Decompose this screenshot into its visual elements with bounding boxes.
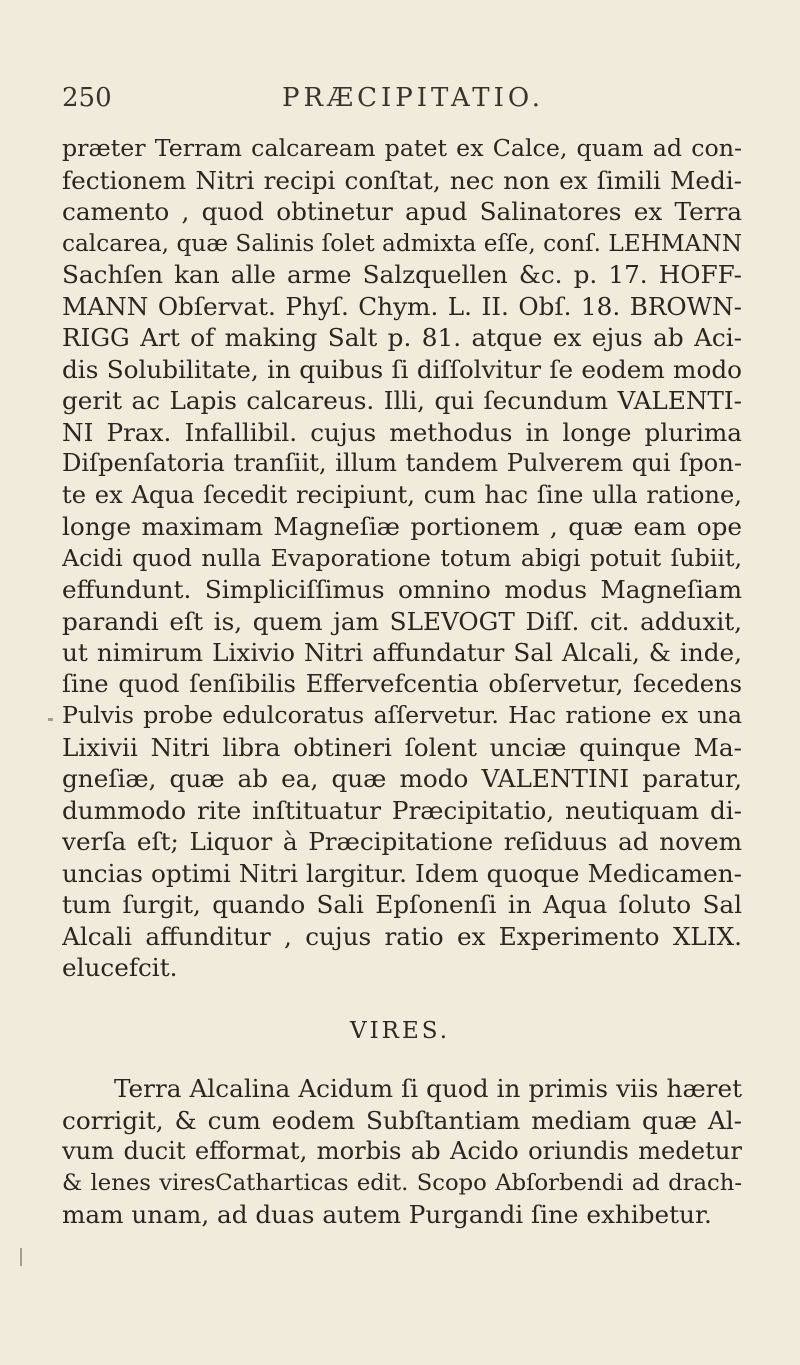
text-line: verſa eſt; Liquor à Præcipitatione reſiduus ad novem (62, 827, 742, 856)
text-line: calcarea, quæ Salinis ſolet admixta eſſe, conſ. LEHMANN (62, 229, 742, 257)
text-line: Sachſen kan alle arme Salzquellen &c. p. 17. HOFF- (62, 260, 742, 289)
running-title: PRÆCIPITATIO. (282, 83, 544, 113)
text-line: ut nimirum Lixivio Nitri affundatur Sal Alcali, & inde, (62, 638, 742, 667)
text-line: te ex Aqua ſecedit recipiunt, cum hac ſine ulla ratione, (62, 480, 742, 509)
text-line: camento , quod obtinetur apud Salinatores ex Terra (62, 197, 742, 226)
margin-mark (20, 1248, 22, 1266)
text-line: & lenes viresCatharticas edit. Scopo Abſorbendi ad drach- (62, 1169, 742, 1196)
text-line: tum ſurgit, quando Sali Epſonenſi in Aqua ſoluto Sal (62, 890, 742, 919)
text-line: NI Prax. Infallibil. cujus methodus in longe plurima (62, 417, 742, 447)
text-line: elucefcit. (62, 953, 178, 982)
text-line: MANN Obſervat. Phyſ. Chym. L. II. Obſ. 18. BROWN- (62, 291, 742, 321)
text-line: effundunt. Simpliciſſimus omnino modus Magneſiam (62, 575, 742, 604)
section-title: VIRES. (349, 1018, 451, 1044)
text-line: Acidi quod nulla Evaporatione totum abigi potuit ſubiit, (62, 543, 742, 572)
text-line: ſine quod ſenſibilis Effervefcentia obſervetur, ſecedens (62, 669, 742, 698)
text-line: RIGG Art of making Salt p. 81. atque ex ejus ab Aci- (62, 323, 742, 352)
text-line: Diſpenſatoria tranſiit, illum tandem Pulverem qui ſpon- (62, 449, 742, 477)
text-line: Pulvis probe edulcoratus aſſervetur. Hac ratione ex una (62, 701, 742, 729)
text-line: Alcali affunditur , cujus ratio ex Experimento XLIX. (62, 921, 742, 951)
text-line: gerit ac Lapis calcareus. Illi, qui ſecundum VALENTI- (62, 386, 742, 415)
text-line: corrigit, & cum eodem Subſtantiam mediam quæ Al- (62, 1105, 742, 1135)
text-line: gneſiæ, quæ ab ea, quæ modo VALENTINI paratur, (62, 764, 742, 793)
text-line: uncias optimi Nitri largitur. Idem quoque Medicamen- (62, 858, 742, 888)
text-line: Terra Alcalina Acidum ſi quod in primis viis hæret (114, 1074, 742, 1103)
page-header (62, 78, 714, 118)
text-line: fectionem Nitri recipi conſtat, nec non ex ſimili Medi- (62, 165, 742, 195)
text-line: præter Terram calcaream patet ex Calce, quam ad con- (62, 134, 742, 162)
text-line: parandi eſt is, quem jam SLEVOGT Diſſ. cit. adduxit, (62, 606, 742, 636)
text-line: longe maximam Magneſiæ portionem , quæ eam ope (62, 512, 742, 541)
margin-mark (48, 718, 53, 721)
paragraph-1 (62, 133, 742, 984)
text-line: Lixivii Nitri libra obtineri ſolent unciæ quinque Ma- (62, 732, 742, 762)
text-line: vum ducit efformat, morbis ab Acido oriundis medetur (62, 1137, 742, 1165)
text-line: mam unam, ad duas autem Purgandi ſine exhibetur. (62, 1200, 712, 1229)
text-line: dummodo rite inſtituatur Præcipitatio, neutiquam di- (62, 795, 742, 825)
page-number: 250 (62, 83, 112, 113)
text-line: dis Solubilitate, in quibus ſi diſſolvitur ſe eodem modo (62, 354, 742, 384)
paragraph-2 (62, 1073, 742, 1231)
